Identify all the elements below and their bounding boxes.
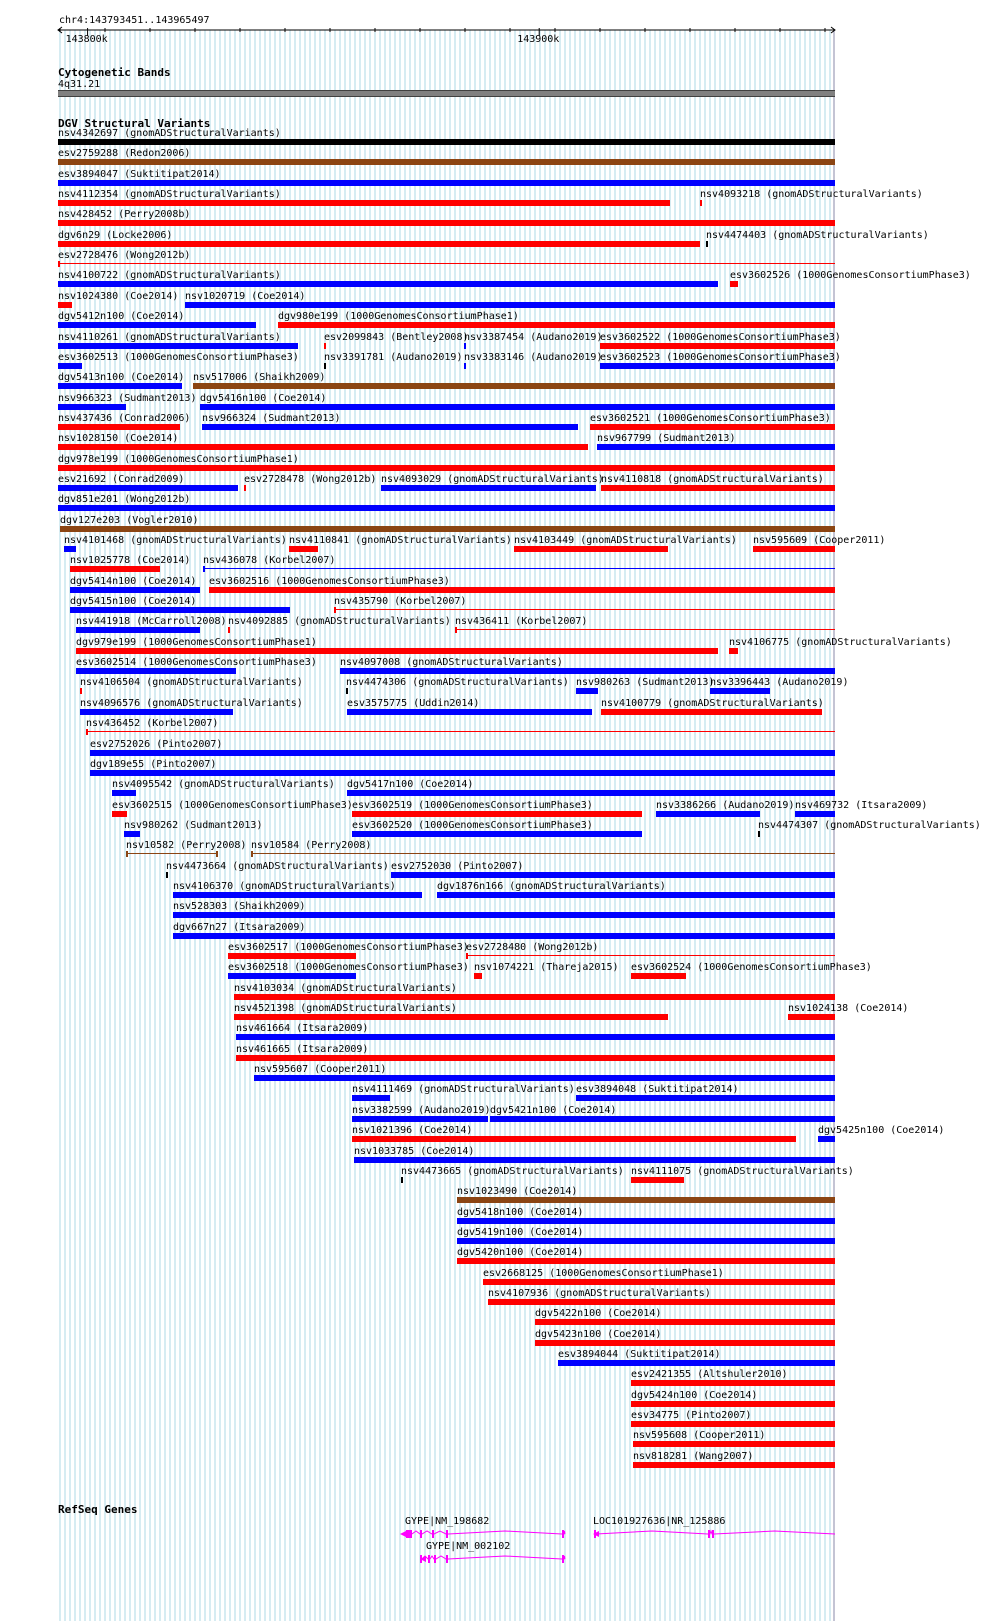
variant-label[interactable]: dgv189e55 (Pinto2007) bbox=[90, 758, 217, 770]
variant-label[interactable]: esv2752026 (Pinto2007) bbox=[90, 738, 223, 750]
variant-label[interactable]: dgv6n29 (Locke2006) bbox=[58, 229, 173, 241]
variant-label[interactable]: esv2099843 (Bentley2008) bbox=[324, 331, 469, 343]
variant-label[interactable]: nsv4112354 (gnomADStructuralVariants) bbox=[58, 189, 281, 201]
variant-label[interactable]: nsv4110841 (gnomADStructuralVariants) bbox=[289, 535, 512, 546]
variant-label[interactable]: nsv4103034 (gnomADStructuralVariants) bbox=[234, 982, 457, 994]
variant-label[interactable]: nsv595608 (Cooper2011) bbox=[633, 1430, 766, 1442]
cytoband-track-title: Cytogenetic Bands bbox=[58, 66, 171, 79]
variant-label[interactable]: esv2421355 (Altshuler2010) bbox=[631, 1369, 788, 1381]
variant-label[interactable]: nsv4474403 (gnomADStructuralVariants) bbox=[706, 229, 929, 241]
variant-label[interactable]: dgv5417n100 (Coe2014) bbox=[347, 779, 474, 791]
variant-label[interactable]: dgv1876n166 (gnomADStructuralVariants) bbox=[437, 880, 666, 892]
variant-label[interactable]: nsv980263 (Sudmant2013) bbox=[576, 677, 715, 689]
variant-label[interactable]: nsv1024380 (Coe2014) bbox=[58, 290, 179, 302]
variant-label[interactable]: nsv3391781 (Audano2019) bbox=[324, 351, 463, 363]
variant-label[interactable]: nsv4106504 (gnomADStructuralVariants) bbox=[80, 677, 303, 689]
variant-label[interactable]: esv3894047 (Suktitipat2014) bbox=[58, 168, 221, 180]
variant-label[interactable]: nsv4474306 (gnomADStructuralVariants) bbox=[346, 677, 569, 689]
variant-label[interactable]: dgv980e199 (1000GenomesConsortiumPhase1) bbox=[278, 311, 519, 323]
variant-label[interactable]: esv3602526 (1000GenomesConsortiumPhase3) bbox=[730, 270, 971, 282]
variant-label[interactable]: esv2752030 (Pinto2007) bbox=[391, 860, 524, 872]
variant-label[interactable]: nsv4473665 (gnomADStructuralVariants) bbox=[401, 1165, 624, 1177]
variant-label[interactable]: esv3894048 (Suktitipat2014) bbox=[576, 1084, 739, 1096]
variant-label[interactable]: nsv1023490 (Coe2014) bbox=[457, 1186, 578, 1198]
cytoband-label[interactable]: 4q31.21 bbox=[58, 79, 101, 90]
variant-label[interactable]: nsv3387454 (Audano2019) bbox=[464, 331, 603, 343]
variant-label[interactable]: nsv3383146 (Audano2019) bbox=[464, 351, 603, 363]
variant-label[interactable]: dgv979e199 (1000GenomesConsortiumPhase1) bbox=[76, 636, 317, 648]
variant-label[interactable]: nsv4111469 (gnomADStructuralVariants) bbox=[352, 1084, 575, 1096]
variant-label[interactable]: esv2759288 (Redon2006) bbox=[58, 148, 191, 160]
variant-label[interactable]: dgv5413n100 (Coe2014) bbox=[58, 372, 185, 384]
variant-label[interactable]: esv3575775 (Uddin2014) bbox=[347, 697, 480, 709]
variant-label[interactable]: nsv528303 (Shaikh2009) bbox=[173, 901, 306, 913]
variant-label[interactable]: nsv469732 (Itsara2009) bbox=[795, 799, 928, 811]
variant-label[interactable]: esv3602514 (1000GenomesConsortiumPhase3) bbox=[76, 657, 317, 669]
variant-label[interactable]: dgv5422n100 (Coe2014) bbox=[535, 1308, 662, 1320]
variant-label[interactable]: nsv4106775 (gnomADStructuralVariants) bbox=[729, 636, 952, 648]
variant-label[interactable]: nsv4106370 (gnomADStructuralVariants) bbox=[173, 880, 396, 892]
variant-label[interactable]: dgv5415n100 (Coe2014) bbox=[70, 596, 197, 608]
variant-label[interactable]: nsv436411 (Korbel2007) bbox=[455, 616, 588, 628]
variant-label[interactable]: nsv1021396 (Coe2014) bbox=[352, 1125, 473, 1137]
variant-label[interactable]: dgv5418n100 (Coe2014) bbox=[457, 1206, 584, 1218]
variant-label[interactable]: esv2728476 (Wong2012b) bbox=[58, 250, 191, 262]
variant-label[interactable]: nsv4097008 (gnomADStructuralVariants) bbox=[340, 657, 563, 669]
variant-label[interactable]: nsv980262 (Sudmant2013) bbox=[124, 819, 263, 831]
variant-label[interactable]: dgv851e201 (Wong2012b) bbox=[58, 494, 191, 506]
dgv-track-title: DGV Structural Variants bbox=[58, 117, 211, 130]
variant-label[interactable]: nsv4474307 (gnomADStructuralVariants) bbox=[758, 819, 981, 831]
variant-label[interactable]: dgv5424n100 (Coe2014) bbox=[631, 1389, 758, 1401]
variant-label[interactable]: esv3602515 (1000GenomesConsortiumPhase3) bbox=[112, 799, 353, 811]
variant-label[interactable]: esv3602516 (1000GenomesConsortiumPhase3) bbox=[209, 575, 450, 587]
variant-label[interactable]: nsv595609 (Cooper2011) bbox=[753, 535, 886, 546]
variant-label[interactable]: nsv4473664 (gnomADStructuralVariants) bbox=[166, 860, 389, 872]
gene-model[interactable] bbox=[400, 1530, 565, 1538]
ruler-tick-label: 143900k bbox=[517, 34, 560, 45]
variant-label[interactable]: nsv441918 (McCarroll2008) bbox=[76, 616, 227, 628]
variant-label[interactable]: nsv4107936 (gnomADStructuralVariants) bbox=[488, 1287, 711, 1299]
variant-label[interactable]: esv21692 (Conrad2009) bbox=[58, 473, 185, 485]
ruler-tick-label: 143800k bbox=[65, 34, 108, 45]
variant-label[interactable]: nsv4101468 (gnomADStructuralVariants) bbox=[64, 535, 287, 546]
variant-label[interactable]: nsv1033785 (Coe2014) bbox=[354, 1145, 475, 1157]
variant-label[interactable]: esv3602521 (1000GenomesConsortiumPhase3) bbox=[590, 412, 831, 424]
variant-label[interactable]: nsv967799 (Sudmant2013) bbox=[597, 433, 736, 445]
variant-label[interactable]: nsv1025778 (Coe2014) bbox=[70, 555, 191, 567]
variant-label[interactable]: nsv1074221 (Thareja2015) bbox=[474, 962, 619, 974]
gene-label[interactable]: GYPE|NM_002102 bbox=[426, 1541, 511, 1552]
variant-label[interactable]: nsv461664 (Itsara2009) bbox=[236, 1023, 369, 1035]
variant-label[interactable]: nsv4096576 (gnomADStructuralVariants) bbox=[80, 697, 303, 709]
variant-label[interactable]: nsv3396443 (Audano2019) bbox=[710, 677, 849, 689]
variant-label[interactable]: esv3602519 (1000GenomesConsortiumPhase3) bbox=[352, 799, 593, 811]
variant-label[interactable]: nsv966324 (Sudmant2013) bbox=[202, 412, 341, 424]
variant-label[interactable]: esv3602522 (1000GenomesConsortiumPhase3) bbox=[600, 331, 841, 343]
variant-label[interactable]: nsv436452 (Korbel2007) bbox=[86, 718, 219, 730]
variant-label[interactable]: nsv4110261 (gnomADStructuralVariants) bbox=[58, 331, 281, 343]
variant-label[interactable]: dgv127e203 (Vogler2010) bbox=[60, 514, 199, 526]
variant-label[interactable]: esv34775 (Pinto2007) bbox=[631, 1410, 752, 1422]
variant-label[interactable]: nsv3386266 (Audano2019) bbox=[656, 799, 795, 811]
variant-label[interactable]: nsv461665 (Itsara2009) bbox=[236, 1043, 369, 1055]
variant-label[interactable]: nsv595607 (Cooper2011) bbox=[254, 1064, 387, 1076]
variant-label[interactable]: dgv5412n100 (Coe2014) bbox=[58, 311, 185, 323]
variant-label[interactable]: nsv4111075 (gnomADStructuralVariants) bbox=[631, 1165, 854, 1177]
variant-label[interactable]: dgv5414n100 (Coe2014) bbox=[70, 575, 197, 587]
variant-label[interactable]: nsv1028150 (Coe2014) bbox=[58, 433, 179, 445]
variant-label[interactable]: esv3602518 (1000GenomesConsortiumPhase3) bbox=[228, 962, 469, 974]
variant-label[interactable]: esv3602517 (1000GenomesConsortiumPhase3) bbox=[228, 942, 469, 953]
variant-label[interactable]: dgv5420n100 (Coe2014) bbox=[457, 1247, 584, 1259]
variant-label[interactable]: nsv966323 (Sudmant2013) bbox=[58, 392, 197, 404]
gene-model[interactable] bbox=[593, 1530, 835, 1538]
variant-label[interactable]: dgv978e199 (1000GenomesConsortiumPhase1) bbox=[58, 453, 299, 465]
variant-label[interactable]: esv3602520 (1000GenomesConsortiumPhase3) bbox=[352, 819, 593, 831]
region-label: chr4:143793451..143965497 bbox=[59, 15, 210, 26]
variant-label[interactable]: nsv517006 (Shaikh2009) bbox=[193, 372, 326, 384]
variant-label[interactable]: nsv10582 (Perry2008) bbox=[126, 840, 247, 852]
gene-label[interactable]: LOC101927636|NR_125886 bbox=[593, 1516, 726, 1527]
variant-label[interactable]: esv3602513 (1000GenomesConsortiumPhase3) bbox=[58, 351, 299, 363]
variant-label[interactable]: nsv1024138 (Coe2014) bbox=[788, 1003, 909, 1015]
variant-label[interactable]: esv3894044 (Suktitipat2014) bbox=[558, 1349, 721, 1360]
variant-label[interactable]: nsv4103449 (gnomADStructuralVariants) bbox=[514, 535, 737, 546]
variant-label[interactable]: nsv4521398 (gnomADStructuralVariants) bbox=[234, 1003, 457, 1015]
variant-label[interactable]: dgv5419n100 (Coe2014) bbox=[457, 1226, 584, 1238]
variant-label[interactable]: nsv4342697 (gnomADStructuralVariants) bbox=[58, 128, 281, 139]
variant-label[interactable]: esv3602524 (1000GenomesConsortiumPhase3) bbox=[631, 962, 872, 974]
variant-label[interactable]: nsv435790 (Korbel2007) bbox=[334, 596, 467, 608]
variant-label[interactable]: nsv1020719 (Coe2014) bbox=[185, 290, 306, 302]
variant-label[interactable]: dgv5416n100 (Coe2014) bbox=[200, 392, 327, 404]
variant-label[interactable]: nsv4100779 (gnomADStructuralVariants) bbox=[601, 697, 824, 709]
variant-label[interactable]: nsv428452 (Perry2008b) bbox=[58, 209, 191, 221]
variant-label[interactable]: nsv437436 (Conrad2006) bbox=[58, 412, 191, 424]
variant-label[interactable]: dgv5421n100 (Coe2014) bbox=[490, 1104, 617, 1116]
refseq-track-title: RefSeq Genes bbox=[58, 1503, 138, 1516]
variant-label[interactable]: esv3602523 (1000GenomesConsortiumPhase3) bbox=[600, 351, 841, 363]
variant-label[interactable]: nsv4100722 (gnomADStructuralVariants) bbox=[58, 270, 281, 282]
variant-label[interactable]: nsv3382599 (Audano2019) bbox=[352, 1104, 491, 1116]
variant-label[interactable]: nsv4095542 (gnomADStructuralVariants) bbox=[112, 779, 335, 791]
variant-label[interactable]: nsv818281 (Wang2007) bbox=[633, 1450, 754, 1462]
variant-label[interactable]: esv2728478 (Wong2012b) bbox=[244, 473, 377, 485]
variant-label[interactable]: nsv4092885 (gnomADStructuralVariants) bbox=[228, 616, 451, 628]
gene-model[interactable] bbox=[420, 1555, 565, 1563]
variant-label[interactable]: dgv5425n100 (Coe2014) bbox=[818, 1125, 945, 1137]
gene-label[interactable]: GYPE|NM_198682 bbox=[405, 1516, 490, 1527]
variant-label[interactable]: nsv4093218 (gnomADStructuralVariants) bbox=[700, 189, 923, 201]
variant-label[interactable]: nsv4093029 (gnomADStructuralVariants) bbox=[381, 473, 604, 485]
variant-label[interactable]: dgv667n27 (Itsara2009) bbox=[173, 921, 306, 933]
variant-label[interactable]: nsv10584 (Perry2008) bbox=[251, 840, 372, 852]
variant-label[interactable]: nsv4110818 (gnomADStructuralVariants) bbox=[601, 473, 824, 485]
variant-label[interactable]: dgv5423n100 (Coe2014) bbox=[535, 1328, 662, 1340]
variant-label[interactable]: esv2668125 (1000GenomesConsortiumPhase1) bbox=[483, 1267, 724, 1279]
variant-label[interactable]: nsv436078 (Korbel2007) bbox=[203, 555, 336, 567]
variant-label[interactable]: esv2728480 (Wong2012b) bbox=[466, 942, 599, 953]
